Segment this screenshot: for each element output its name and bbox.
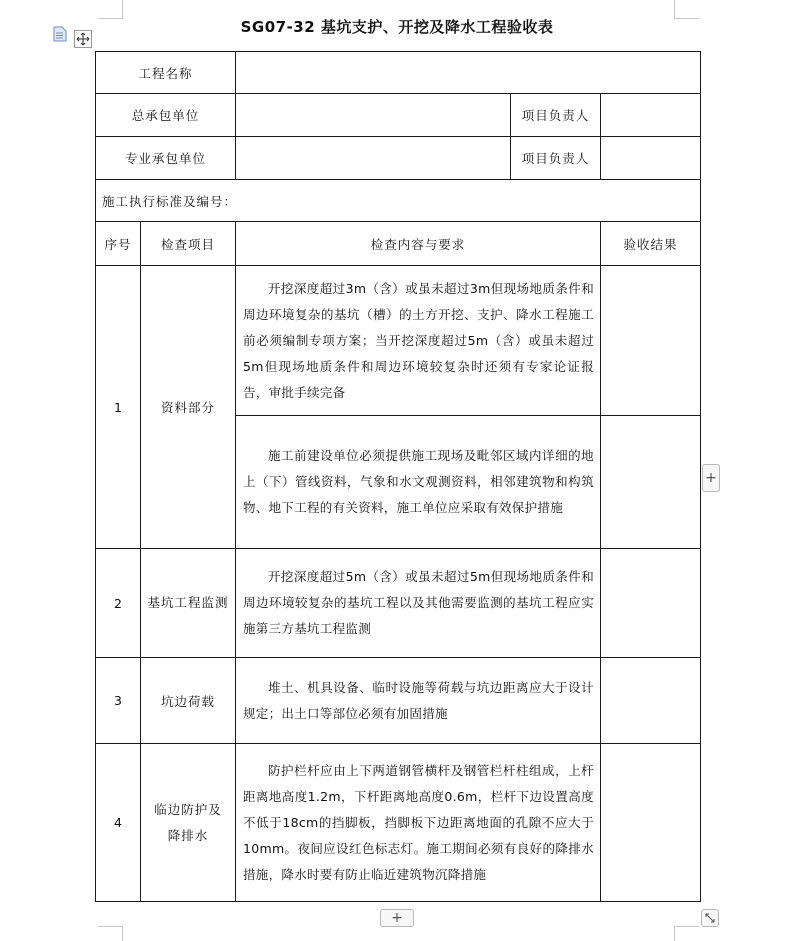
standard-label[interactable]: 施工执行标准及编号： xyxy=(96,180,701,222)
row-2-item: 基坑工程监测 xyxy=(141,549,236,658)
project-manager-label: 项目负责人 xyxy=(521,151,590,166)
general-contractor-field[interactable] xyxy=(236,94,511,136)
column-header-result: 验收结果 xyxy=(601,222,701,266)
page-corner-mark xyxy=(674,926,699,941)
row-1-seq: 1 xyxy=(96,266,141,549)
row-3-result[interactable] xyxy=(601,658,701,744)
row-1-result-2[interactable] xyxy=(601,416,701,549)
column-header-seq: 序号 xyxy=(96,222,141,266)
project-manager-label: 项目负责人 xyxy=(521,108,590,123)
row-3-item: 坑边荷载 xyxy=(141,658,236,744)
table-resize-icon[interactable] xyxy=(701,909,719,927)
row-3-seq: 3 xyxy=(96,658,141,744)
row-4-item: 临边防护及降排水 xyxy=(141,744,236,902)
row-1-content-2[interactable]: 施工前建设单位必须提供施工现场及毗邻区域内详细的地上（下）管线资料，气象和水文观测资料，相邻建筑物和构筑物、地下工程的有关资料，施工单位应采取有效保护措施 xyxy=(236,416,601,549)
row-1-content-1[interactable]: 开挖深度超过3m（含）或虽未超过3m但现场地质条件和周边环境复杂的基坑（槽）的土方开挖、支护、降水工程施工前必须编制专项方案；当开挖深度超过5m（含）或虽未超过5m但现场地质条件和周边环境较复杂时还须有专家论证报告，审批手续完备 xyxy=(236,266,601,416)
row-2-seq: 2 xyxy=(96,549,141,658)
add-column-plus-icon[interactable]: + xyxy=(380,909,414,927)
row-4-result[interactable] xyxy=(601,744,701,902)
row-4-seq: 4 xyxy=(96,744,141,902)
add-row-plus-icon[interactable]: + xyxy=(702,464,720,492)
row-4-content[interactable]: 防护栏杆应由上下两道钢管横杆及钢管栏杆柱组成，上杆距离地高度1.2m，下杆距离地高度0.6m，栏杆下边设置高度不低于18cm的挡脚板，挡脚板下边距离地面的孔隙不应大于10mm。夜间应设红色标志灯。施工期间必须有良好的降排水措施，降水时要有防止临近建筑物沉降措施 xyxy=(236,744,601,902)
document-title: SG07-32 基坑支护、开挖及降水工程验收表 xyxy=(240,18,554,36)
column-header-content: 检查内容与要求 xyxy=(236,222,601,266)
row-1-item: 资料部分 xyxy=(141,266,236,549)
specialty-contractor-field[interactable] xyxy=(236,137,511,179)
row-3-content[interactable]: 堆土、机具设备、临时设施等荷载与坑边距离应大于设计规定；出土口等部位必须有加固措施 xyxy=(236,658,601,744)
project-manager-field[interactable] xyxy=(601,94,701,137)
general-contractor-cell xyxy=(236,94,601,137)
column-header-item: 检查项目 xyxy=(141,222,236,266)
acceptance-table xyxy=(95,51,701,902)
project-name-label: 工程名称 xyxy=(96,52,236,94)
project-manager-field[interactable] xyxy=(601,137,701,180)
row-2-content[interactable]: 开挖深度超过5m（含）或虽未超过5m但现场地质条件和周边环境较复杂的基坑工程以及其他需要监测的基坑工程应实施第三方基坑工程监测 xyxy=(236,549,601,658)
project-name-field[interactable] xyxy=(236,52,701,94)
row-2-result[interactable] xyxy=(601,549,701,658)
row-1-result-1[interactable] xyxy=(601,266,701,416)
general-contractor-label: 总承包单位 xyxy=(96,94,236,137)
page-corner-mark xyxy=(98,926,123,941)
specialty-contractor-cell xyxy=(236,137,601,180)
specialty-contractor-label: 专业承包单位 xyxy=(96,137,236,180)
